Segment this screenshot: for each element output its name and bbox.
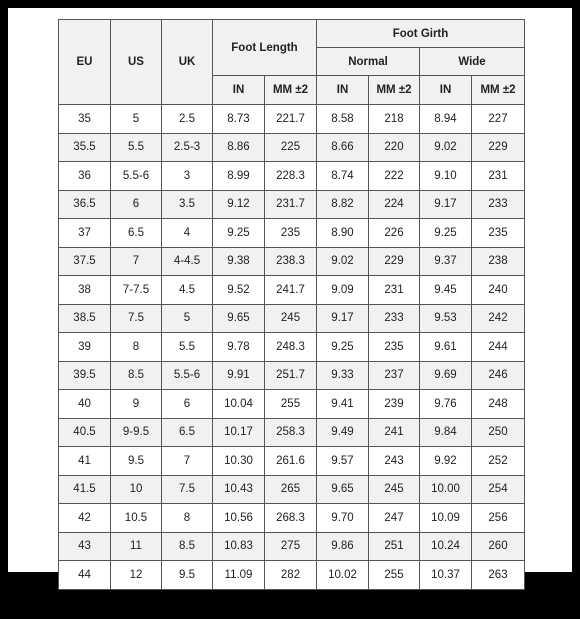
cell-length-in: 8.99 xyxy=(213,162,265,191)
cell-wide-in: 9.76 xyxy=(420,390,472,419)
cell-uk: 6 xyxy=(162,390,213,419)
cell-uk: 3.5 xyxy=(162,190,213,219)
cell-us: 11 xyxy=(111,532,162,561)
cell-wide-in: 10.09 xyxy=(420,504,472,533)
cell-length-mm: 228.3 xyxy=(265,162,317,191)
cell-uk: 2.5-3 xyxy=(162,133,213,162)
cell-wide-in: 10.00 xyxy=(420,475,472,504)
cell-uk: 8.5 xyxy=(162,532,213,561)
header-foot-girth: Foot Girth xyxy=(317,20,525,48)
cell-normal-mm: 237 xyxy=(369,361,420,390)
header-eu: EU xyxy=(59,20,111,105)
cell-eu: 41 xyxy=(59,447,111,476)
cell-length-in: 10.83 xyxy=(213,532,265,561)
cell-wide-mm: 248 xyxy=(472,390,525,419)
cell-uk: 7.5 xyxy=(162,475,213,504)
cell-wide-in: 10.37 xyxy=(420,561,472,590)
cell-length-in: 8.86 xyxy=(213,133,265,162)
cell-normal-mm: 241 xyxy=(369,418,420,447)
table-row xyxy=(59,190,525,219)
cell-uk: 3 xyxy=(162,162,213,191)
cell-eu: 41.5 xyxy=(59,475,111,504)
cell-normal-mm: 218 xyxy=(369,105,420,134)
cell-normal-in: 9.33 xyxy=(317,361,369,390)
cell-us: 7 xyxy=(111,247,162,276)
cell-us: 5.5-6 xyxy=(111,162,162,191)
cell-length-mm: 255 xyxy=(265,390,317,419)
cell-eu: 39.5 xyxy=(59,361,111,390)
cell-normal-mm: 224 xyxy=(369,190,420,219)
cell-wide-in: 9.84 xyxy=(420,418,472,447)
cell-eu: 35.5 xyxy=(59,133,111,162)
cell-wide-in: 9.37 xyxy=(420,247,472,276)
cell-normal-mm: 231 xyxy=(369,276,420,305)
cell-normal-mm: 247 xyxy=(369,504,420,533)
header-foot-length: Foot Length xyxy=(213,20,317,76)
cell-length-mm: 258.3 xyxy=(265,418,317,447)
cell-us: 9 xyxy=(111,390,162,419)
cell-normal-mm: 226 xyxy=(369,219,420,248)
cell-length-in: 9.52 xyxy=(213,276,265,305)
cell-length-in: 10.04 xyxy=(213,390,265,419)
cell-normal-mm: 251 xyxy=(369,532,420,561)
cell-length-in: 9.78 xyxy=(213,333,265,362)
cell-wide-mm: 252 xyxy=(472,447,525,476)
cell-wide-mm: 240 xyxy=(472,276,525,305)
cell-us: 12 xyxy=(111,561,162,590)
cell-us: 8 xyxy=(111,333,162,362)
cell-uk: 4-4.5 xyxy=(162,247,213,276)
table-row xyxy=(59,276,525,305)
cell-eu: 36.5 xyxy=(59,190,111,219)
cell-length-in: 8.73 xyxy=(213,105,265,134)
cell-wide-mm: 244 xyxy=(472,333,525,362)
cell-uk: 2.5 xyxy=(162,105,213,134)
cell-length-mm: 241.7 xyxy=(265,276,317,305)
cell-normal-mm: 243 xyxy=(369,447,420,476)
size-table xyxy=(58,19,525,590)
cell-normal-mm: 235 xyxy=(369,333,420,362)
cell-length-mm: 238.3 xyxy=(265,247,317,276)
table-row xyxy=(59,418,525,447)
cell-wide-mm: 256 xyxy=(472,504,525,533)
cell-length-mm: 231.7 xyxy=(265,190,317,219)
cell-uk: 5.5-6 xyxy=(162,361,213,390)
cell-normal-in: 9.02 xyxy=(317,247,369,276)
cell-wide-mm: 246 xyxy=(472,361,525,390)
cell-normal-in: 9.57 xyxy=(317,447,369,476)
cell-us: 9-9.5 xyxy=(111,418,162,447)
header-normal-in: IN xyxy=(317,76,369,105)
cell-normal-in: 9.65 xyxy=(317,475,369,504)
cell-uk: 7 xyxy=(162,447,213,476)
table-row xyxy=(59,333,525,362)
table-row xyxy=(59,390,525,419)
cell-wide-mm: 250 xyxy=(472,418,525,447)
cell-normal-in: 9.41 xyxy=(317,390,369,419)
cell-uk: 5.5 xyxy=(162,333,213,362)
cell-wide-mm: 260 xyxy=(472,532,525,561)
cell-normal-in: 8.90 xyxy=(317,219,369,248)
cell-length-in: 9.25 xyxy=(213,219,265,248)
table-row xyxy=(59,219,525,248)
cell-normal-in: 8.66 xyxy=(317,133,369,162)
cell-normal-in: 8.58 xyxy=(317,105,369,134)
cell-length-mm: 268.3 xyxy=(265,504,317,533)
cell-us: 8.5 xyxy=(111,361,162,390)
cell-wide-mm: 242 xyxy=(472,304,525,333)
table-row xyxy=(59,447,525,476)
table-row xyxy=(59,475,525,504)
cell-uk: 4.5 xyxy=(162,276,213,305)
cell-eu: 39 xyxy=(59,333,111,362)
cell-eu: 37 xyxy=(59,219,111,248)
cell-wide-mm: 254 xyxy=(472,475,525,504)
cell-wide-mm: 233 xyxy=(472,190,525,219)
cell-normal-in: 8.74 xyxy=(317,162,369,191)
cell-normal-in: 9.49 xyxy=(317,418,369,447)
cell-eu: 35 xyxy=(59,105,111,134)
cell-length-in: 10.30 xyxy=(213,447,265,476)
cell-length-mm: 235 xyxy=(265,219,317,248)
cell-length-mm: 221.7 xyxy=(265,105,317,134)
cell-eu: 38 xyxy=(59,276,111,305)
cell-wide-in: 9.69 xyxy=(420,361,472,390)
cell-uk: 5 xyxy=(162,304,213,333)
header-length-in: IN xyxy=(213,76,265,105)
cell-normal-mm: 255 xyxy=(369,561,420,590)
cell-length-mm: 245 xyxy=(265,304,317,333)
header-uk: UK xyxy=(162,20,213,105)
table-row xyxy=(59,162,525,191)
cell-normal-in: 10.02 xyxy=(317,561,369,590)
cell-length-in: 10.17 xyxy=(213,418,265,447)
cell-us: 6.5 xyxy=(111,219,162,248)
cell-wide-mm: 231 xyxy=(472,162,525,191)
image-frame xyxy=(8,8,572,581)
cell-length-in: 9.38 xyxy=(213,247,265,276)
cell-length-in: 10.43 xyxy=(213,475,265,504)
table-row xyxy=(59,247,525,276)
cell-wide-in: 8.94 xyxy=(420,105,472,134)
cell-length-in: 11.09 xyxy=(213,561,265,590)
cell-wide-mm: 238 xyxy=(472,247,525,276)
cell-normal-in: 9.25 xyxy=(317,333,369,362)
cell-eu: 40.5 xyxy=(59,418,111,447)
cell-wide-mm: 235 xyxy=(472,219,525,248)
cell-uk: 8 xyxy=(162,504,213,533)
cell-us: 5 xyxy=(111,105,162,134)
cell-uk: 4 xyxy=(162,219,213,248)
table-row xyxy=(59,361,525,390)
cell-length-mm: 282 xyxy=(265,561,317,590)
cell-us: 7.5 xyxy=(111,304,162,333)
header-wide-in: IN xyxy=(420,76,472,105)
cell-wide-in: 9.17 xyxy=(420,190,472,219)
cell-us: 9.5 xyxy=(111,447,162,476)
table-row xyxy=(59,504,525,533)
cell-eu: 36 xyxy=(59,162,111,191)
cell-eu: 40 xyxy=(59,390,111,419)
table-row xyxy=(59,561,525,590)
cell-length-in: 9.12 xyxy=(213,190,265,219)
cell-normal-in: 9.09 xyxy=(317,276,369,305)
header-wide-mm: MM ±2 xyxy=(472,76,525,105)
header-normal: Normal xyxy=(317,48,420,76)
cell-normal-mm: 233 xyxy=(369,304,420,333)
cell-normal-mm: 220 xyxy=(369,133,420,162)
cell-us: 6 xyxy=(111,190,162,219)
cell-uk: 9.5 xyxy=(162,561,213,590)
cell-length-mm: 265 xyxy=(265,475,317,504)
header-normal-mm: MM ±2 xyxy=(369,76,420,105)
cell-length-in: 9.65 xyxy=(213,304,265,333)
cell-length-mm: 248.3 xyxy=(265,333,317,362)
cell-us: 10.5 xyxy=(111,504,162,533)
cell-length-in: 10.56 xyxy=(213,504,265,533)
table-row xyxy=(59,105,525,134)
cell-normal-in: 8.82 xyxy=(317,190,369,219)
cell-eu: 42 xyxy=(59,504,111,533)
cell-normal-in: 9.17 xyxy=(317,304,369,333)
cell-us: 10 xyxy=(111,475,162,504)
table-row xyxy=(59,532,525,561)
size-chart xyxy=(58,19,535,619)
cell-length-mm: 251.7 xyxy=(265,361,317,390)
cell-us: 5.5 xyxy=(111,133,162,162)
cell-wide-in: 9.45 xyxy=(420,276,472,305)
cell-length-in: 9.91 xyxy=(213,361,265,390)
cell-wide-in: 10.24 xyxy=(420,532,472,561)
cell-normal-in: 9.86 xyxy=(317,532,369,561)
cell-length-mm: 275 xyxy=(265,532,317,561)
cell-normal-mm: 222 xyxy=(369,162,420,191)
cell-wide-in: 9.25 xyxy=(420,219,472,248)
header-wide: Wide xyxy=(420,48,525,76)
cell-us: 7-7.5 xyxy=(111,276,162,305)
cell-eu: 43 xyxy=(59,532,111,561)
cell-length-mm: 225 xyxy=(265,133,317,162)
cell-normal-in: 9.70 xyxy=(317,504,369,533)
table-row xyxy=(59,304,525,333)
cell-wide-mm: 227 xyxy=(472,105,525,134)
table-body xyxy=(59,105,525,590)
cell-eu: 44 xyxy=(59,561,111,590)
cell-normal-mm: 239 xyxy=(369,390,420,419)
header-us: US xyxy=(111,20,162,105)
cell-wide-in: 9.10 xyxy=(420,162,472,191)
header-length-mm: MM ±2 xyxy=(265,76,317,105)
cell-wide-in: 9.02 xyxy=(420,133,472,162)
cell-eu: 37.5 xyxy=(59,247,111,276)
cell-uk: 6.5 xyxy=(162,418,213,447)
cell-normal-mm: 229 xyxy=(369,247,420,276)
cell-wide-in: 9.92 xyxy=(420,447,472,476)
cell-wide-in: 9.61 xyxy=(420,333,472,362)
cell-length-mm: 261.6 xyxy=(265,447,317,476)
table-row xyxy=(59,133,525,162)
cell-wide-mm: 263 xyxy=(472,561,525,590)
cell-wide-in: 9.53 xyxy=(420,304,472,333)
cell-normal-mm: 245 xyxy=(369,475,420,504)
cell-eu: 38.5 xyxy=(59,304,111,333)
cell-wide-mm: 229 xyxy=(472,133,525,162)
